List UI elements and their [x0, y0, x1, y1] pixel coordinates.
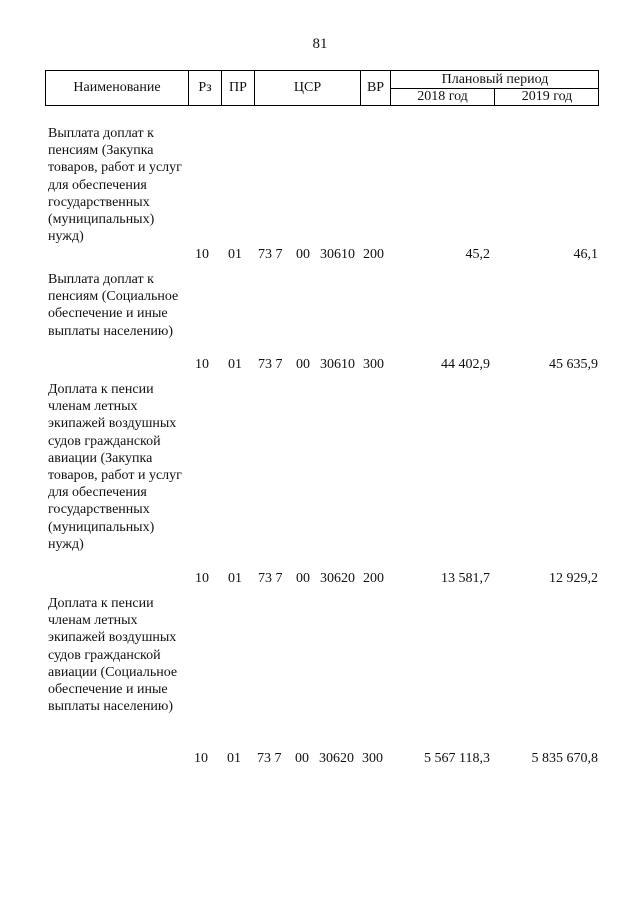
row-rz: 10: [194, 751, 208, 766]
table-row: [0, 595, 640, 769]
row-vr: 200: [363, 571, 384, 586]
row-csr-program: 73 7: [258, 357, 283, 372]
header-rz: Рз: [188, 71, 221, 105]
row-vr: 200: [363, 247, 384, 262]
row-csr-code: 30620: [320, 571, 355, 586]
row-csr-subprogram: 00: [296, 247, 310, 262]
row-value-2018: 45,2: [465, 247, 490, 262]
row-value-2018: 13 581,7: [441, 571, 490, 586]
header-year-2018: 2018 год: [391, 89, 495, 106]
header-planned-period-title: Плановый период: [391, 71, 599, 89]
row-rz: 10: [195, 357, 209, 372]
row-pr: 01: [228, 571, 242, 586]
row-csr-program: 73 7: [257, 751, 282, 766]
row-pr: 01: [227, 751, 241, 766]
row-name: Выплата доплат к пенсиям (Закупка товаров, работ и услуг для обеспечения государственных (муниципальных) нужд): [48, 126, 182, 245]
header-csr: ЦСР: [254, 71, 360, 105]
header-year-2019: 2019 год: [521, 89, 573, 104]
row-csr-subprogram: 00: [296, 571, 310, 586]
header-vr: ВР: [360, 71, 390, 105]
row-pr: 01: [228, 247, 242, 262]
row-value-2019: 46,1: [573, 247, 598, 262]
row-name: Выплата доплат к пенсиям (Социальное обеспечение и иные выплаты населению): [48, 272, 179, 339]
table-row: [0, 271, 640, 375]
row-vr: 300: [362, 751, 383, 766]
table-row: [0, 381, 640, 589]
table-header: [45, 70, 599, 106]
page-number: 81: [312, 36, 328, 52]
row-value-2019: 45 635,9: [549, 357, 598, 372]
row-csr-code: 30610: [320, 357, 355, 372]
row-name: Доплата к пенсии членам летных экипажей воздушных судов гражданской авиации (Закупка товаров, работ и услуг для обеспечения государственных (муниципальных) нужд): [48, 382, 182, 552]
row-value-2019: 5 835 670,8: [531, 751, 598, 766]
row-name: Доплата к пенсии членам летных экипажей воздушных судов гражданской авиации (Социальное обеспечение и иные выплаты населению): [48, 596, 178, 715]
row-csr-program: 73 7: [258, 247, 283, 262]
row-csr-subprogram: 00: [295, 751, 309, 766]
row-rz: 10: [195, 247, 209, 262]
header-pr: ПР: [221, 71, 254, 105]
row-value-2019: 12 929,2: [549, 571, 598, 586]
header-name: Наименование: [73, 80, 161, 95]
row-pr: 01: [228, 357, 242, 372]
row-vr: 300: [363, 357, 384, 372]
row-csr-program: 73 7: [258, 571, 283, 586]
row-csr-code: 30610: [320, 247, 355, 262]
table-row: [0, 125, 640, 265]
row-value-2018: 5 567 118,3: [424, 751, 490, 766]
header-planned-period: [390, 71, 599, 105]
row-value-2018: 44 402,9: [441, 357, 490, 372]
row-csr-code: 30620: [319, 751, 354, 766]
row-rz: 10: [195, 571, 209, 586]
row-csr-subprogram: 00: [296, 357, 310, 372]
